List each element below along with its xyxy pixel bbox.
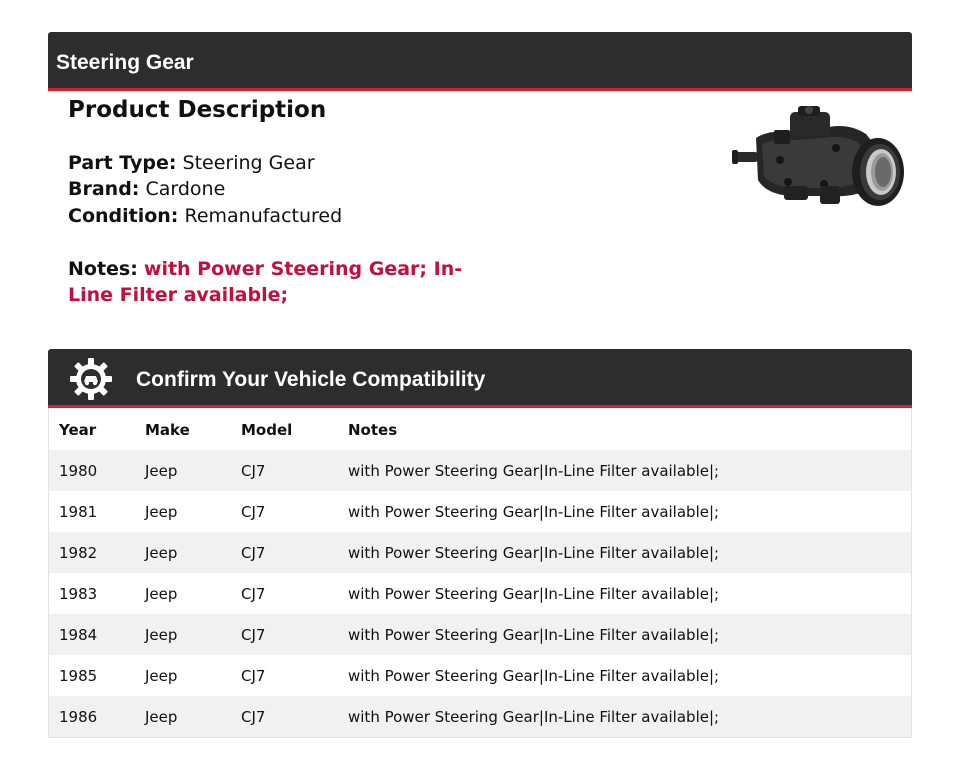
table-row	[49, 491, 911, 532]
column-header-model: Model	[241, 421, 293, 439]
condition-label: Condition:	[68, 205, 179, 227]
cell-year: 1986	[59, 708, 98, 726]
product-header	[48, 32, 912, 91]
table-row	[49, 696, 911, 737]
cell-notes: with Power Steering Gear|In-Line Filter available|;	[348, 585, 720, 603]
gear-car-icon	[69, 357, 113, 401]
notes-block	[68, 256, 488, 308]
part-type-value: Steering Gear	[182, 152, 315, 174]
cell-year: 1980	[59, 462, 98, 480]
notes-label: Notes:	[68, 258, 138, 280]
cell-notes: with Power Steering Gear|In-Line Filter available|;	[348, 667, 720, 685]
cell-model: CJ7	[241, 544, 266, 562]
condition-line	[68, 203, 342, 229]
table-row	[49, 450, 911, 491]
cell-make: Jeep	[145, 626, 178, 644]
compatibility-title: Confirm Your Vehicle Compatibility	[136, 368, 486, 391]
brand-label: Brand:	[68, 178, 140, 200]
cell-year: 1983	[59, 585, 98, 603]
table-row	[49, 614, 911, 655]
cell-year: 1981	[59, 503, 98, 521]
cell-year: 1985	[59, 667, 98, 685]
table-row	[49, 532, 911, 573]
column-header-make: Make	[145, 421, 190, 439]
product-description-title: Product Description	[68, 97, 327, 123]
condition-value: Remanufactured	[184, 205, 343, 227]
cell-model: CJ7	[241, 462, 266, 480]
cell-model: CJ7	[241, 503, 266, 521]
column-header-notes: Notes	[348, 421, 398, 439]
cell-model: CJ7	[241, 585, 266, 603]
compatibility-header	[48, 349, 912, 408]
brand-line	[68, 176, 225, 202]
cell-year: 1984	[59, 626, 98, 644]
cell-year: 1982	[59, 544, 98, 562]
cell-make: Jeep	[145, 708, 178, 726]
cell-make: Jeep	[145, 503, 178, 521]
cell-notes: with Power Steering Gear|In-Line Filter available|;	[348, 503, 720, 521]
brand-value: Cardone	[145, 178, 226, 200]
cell-notes: with Power Steering Gear|In-Line Filter available|;	[348, 708, 720, 726]
cell-model: CJ7	[241, 708, 266, 726]
product-image	[728, 100, 906, 212]
cell-notes: with Power Steering Gear|In-Line Filter available|;	[348, 544, 720, 562]
part-type-line	[68, 150, 315, 176]
table-row	[49, 655, 911, 696]
column-header-year: Year	[59, 421, 97, 439]
cell-make: Jeep	[145, 667, 178, 685]
compatibility-table	[48, 408, 912, 738]
cell-make: Jeep	[145, 462, 178, 480]
part-type-label: Part Type:	[68, 152, 177, 174]
table-header-row	[49, 408, 911, 450]
cell-notes: with Power Steering Gear|In-Line Filter available|;	[348, 462, 720, 480]
cell-model: CJ7	[241, 667, 266, 685]
cell-make: Jeep	[145, 585, 178, 603]
table-row	[49, 573, 911, 614]
cell-model: CJ7	[241, 626, 266, 644]
notes-value: with Power Steering Gear; In-Line Filter available;	[68, 258, 463, 306]
product-header-title: Steering Gear	[56, 51, 194, 74]
cell-notes: with Power Steering Gear|In-Line Filter available|;	[348, 626, 720, 644]
cell-make: Jeep	[145, 544, 178, 562]
